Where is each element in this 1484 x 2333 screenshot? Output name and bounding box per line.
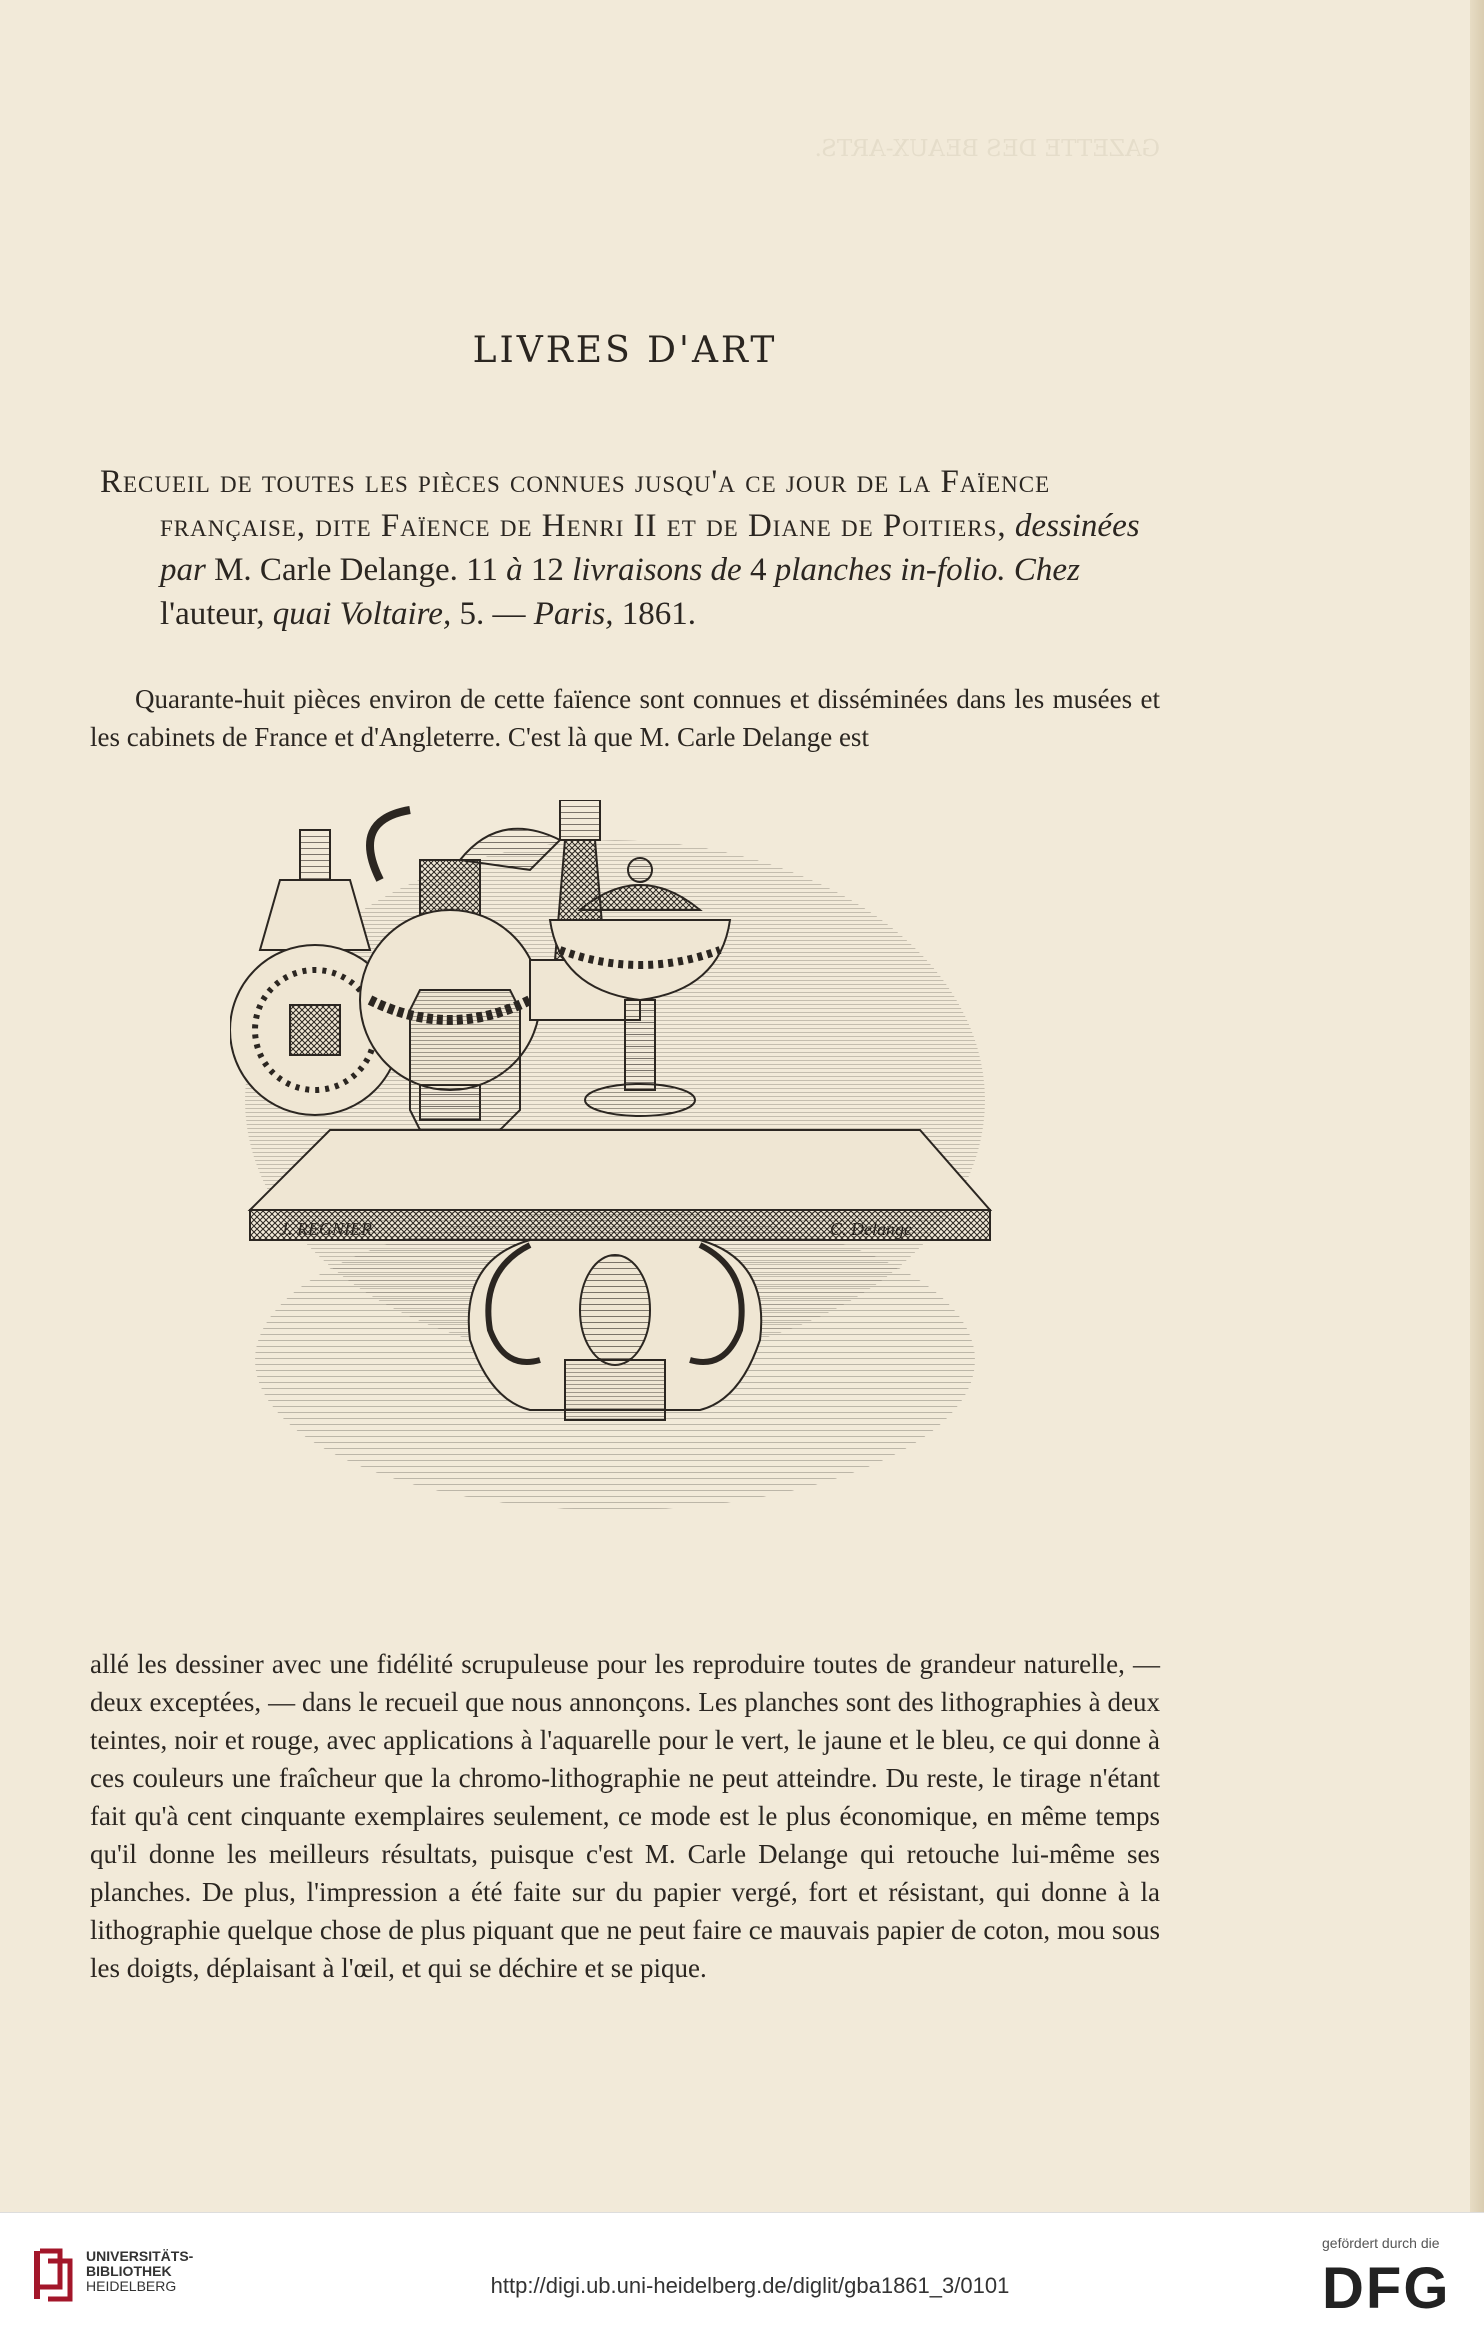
entry-author: M. Carle Delange. 11 xyxy=(205,552,507,588)
entry-italic-5: Chez xyxy=(1013,552,1080,588)
faience-engraving xyxy=(230,800,1000,1590)
digitization-footer xyxy=(0,2212,1484,2333)
candlestick-top xyxy=(560,800,600,840)
entry-italic-3: livraisons de xyxy=(572,552,742,588)
cup-finial xyxy=(628,858,652,882)
flask-neck xyxy=(300,830,330,880)
entry-year: 1861. xyxy=(613,596,696,632)
console-pillar xyxy=(565,1360,665,1420)
cup-foot xyxy=(585,1084,695,1116)
paragraph-main: allé les dessiner avec une fidélité scrupuleuse pour les reproduire toutes de grandeur naturelle, — deux exceptées, — dans le recueil que nous annonçons. Les planches sont des lithographies à deux teintes, noir et rouge, avec applications à l'aquarelle pour le vert, le jaune et le bleu, ce qui donne à ces couleurs une fraîcheur que la chromo-lithographie ne peut atteindre. Du reste, le tirage n'étant fait qu'à cent cinquante exemplaires seulement, ce mode est le plus économique, en même temps qu'il donne les meilleurs résultats, puisque c'est M. Carle Delange qui retouche lui-même ses planches. De plus, l'impression a été faite sur du papier vergé, fort et résistant, qui donne à la lithographie quelque chose de plus piquant que ne peut faire ce mauvais papier de coton, mou sous les doigts, déplaisant à l'œil, et qui se déchire et se pique. xyxy=(90,1649,1160,1983)
library-line-2: BIBLIOTHEK xyxy=(86,2263,172,2279)
section-title: LIVRES D'ART xyxy=(472,330,778,371)
cup-stem xyxy=(625,1000,655,1090)
entry-italic-7: Paris, xyxy=(533,596,614,632)
table-top xyxy=(250,1130,990,1210)
permalink-url[interactable]: http://digi.ub.uni-heidelberg.de/diglit/gba1861_3/0101 xyxy=(490,2273,1010,2298)
entry-num: 12 xyxy=(522,552,573,588)
mask-face xyxy=(580,1255,650,1365)
library-name xyxy=(86,2249,193,2294)
flask-medallion xyxy=(290,1005,340,1055)
flask-shoulder xyxy=(260,880,370,950)
dfg-logo: DFG xyxy=(1322,2256,1451,2321)
artist-signature: C. Delange xyxy=(830,1219,912,1239)
entry-num2: 4 xyxy=(741,552,775,588)
entry-title: Recueil de toutes les pièces connues jusqu'a ce jour de la Faïence française, dite Faïence de Henri II et de Diane de Poitiers, xyxy=(100,464,1051,544)
entry-italic-1: dessinées par xyxy=(160,508,1140,588)
ub-heidelberg-logo-icon xyxy=(30,2247,74,2303)
entry-publisher: l'auteur, xyxy=(160,596,273,632)
library-line-3: HEIDELBERG xyxy=(86,2278,177,2294)
entry-italic-6: quai Voltaire, xyxy=(272,596,452,632)
entry-address: 5. — xyxy=(451,596,534,632)
engraver-signature: J. REGNIER xyxy=(280,1219,372,1239)
paragraph-intro: Quarante-huit pièces environ de cette faïence sont connues et disséminées dans les musées et les cabinets de France et d'Angleterre. C'est là que M. Carle Delange est xyxy=(90,684,1160,752)
funder-note: gefördert durch die xyxy=(1322,2235,1440,2251)
entry-italic-4: planches in-folio. xyxy=(774,552,1006,588)
bleed-through-text: GAZETTE DES BEAUX-ARTS. xyxy=(814,136,1160,162)
entry-italic-2: à xyxy=(506,552,523,588)
library-line-1: UNIVERSITÄTS- xyxy=(86,2248,194,2264)
ewer-handle xyxy=(370,810,410,880)
salt-cellar xyxy=(410,990,520,1130)
bibliographic-entry xyxy=(100,460,1150,636)
page-edge xyxy=(1470,0,1484,2212)
